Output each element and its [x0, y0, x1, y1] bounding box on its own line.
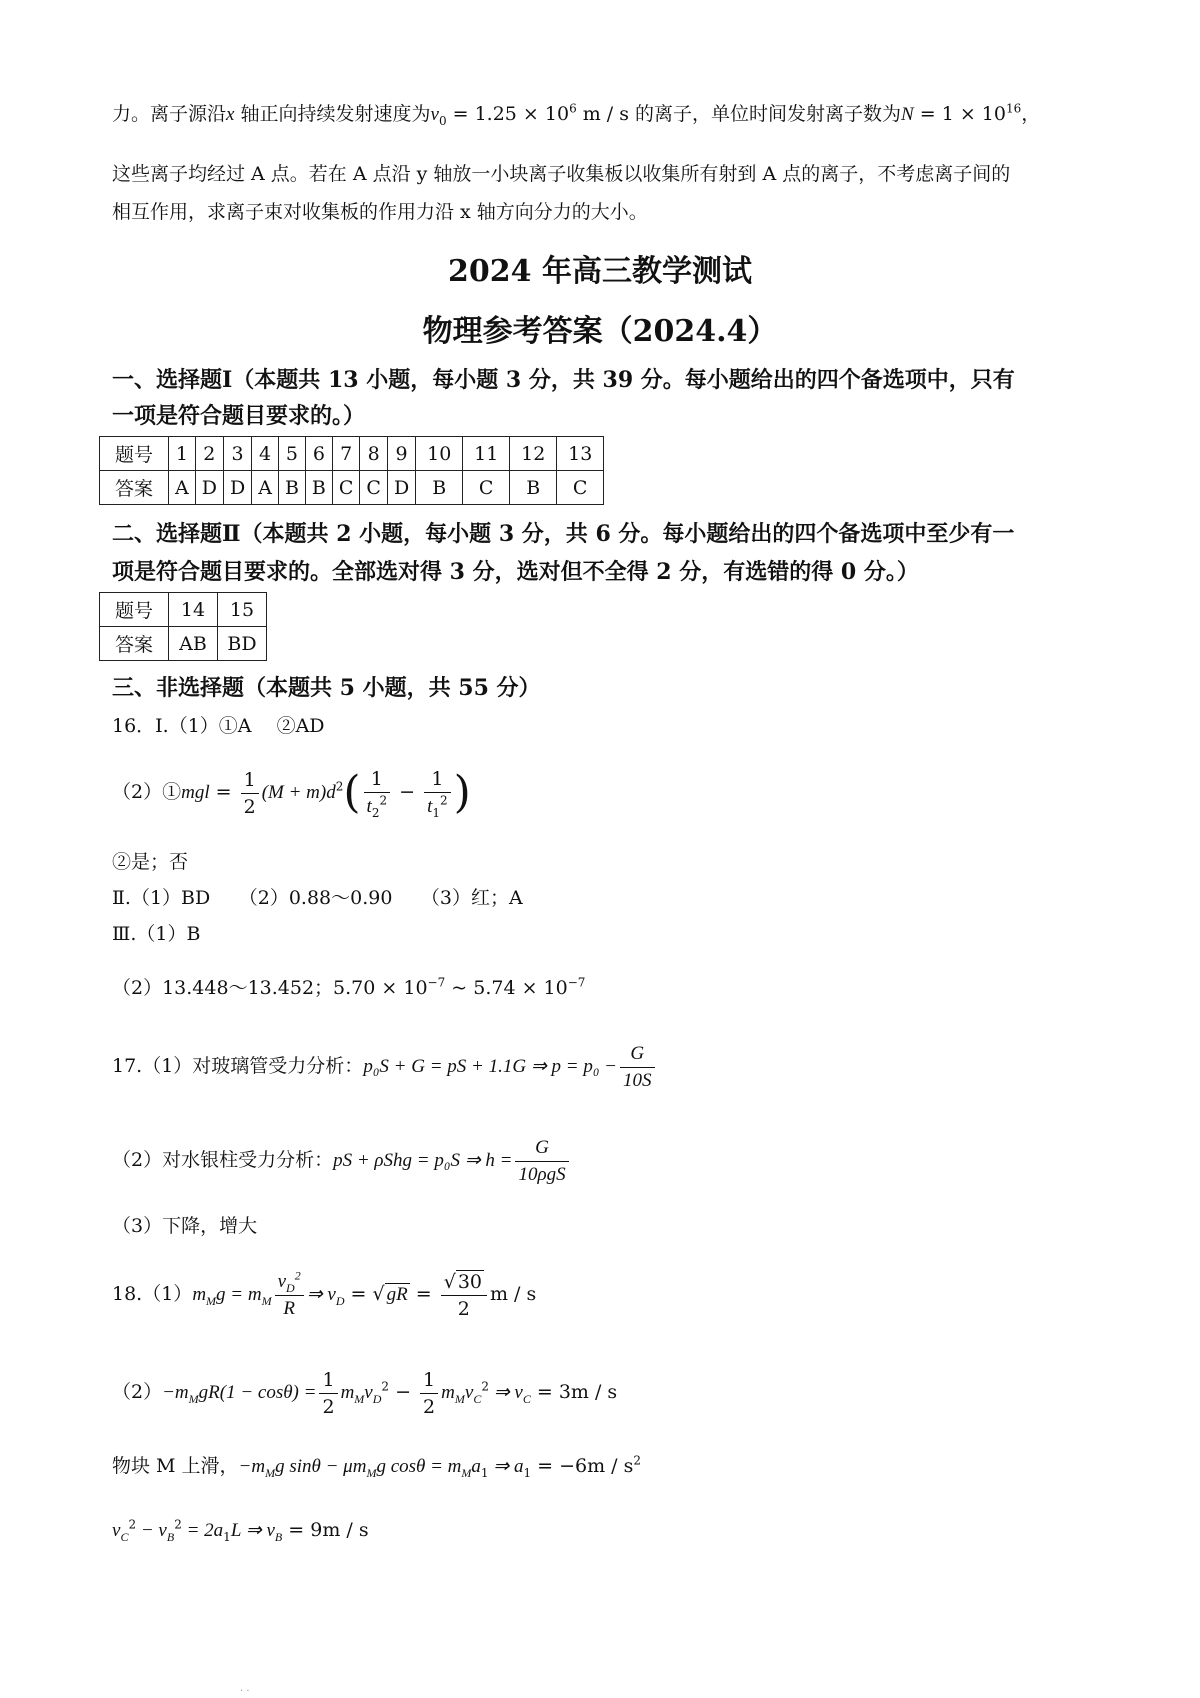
section2-heading-1: 二、选择题Ⅱ（本题共 2 小题，每小题 3 分，共 6 分。每小题给出的四个备选项中至少有一 [112, 521, 1015, 547]
table-cell: 12 [510, 437, 557, 471]
sub: 1 [480, 1465, 489, 1480]
text: ~ 5.74 × 10 [445, 977, 568, 999]
intro-line-1 [112, 100, 1040, 129]
sup: 6 [569, 101, 577, 116]
sup: 2 [440, 793, 448, 808]
text: = 3m / s [530, 1381, 618, 1403]
sup: −7 [567, 975, 586, 990]
text: （2）① [112, 781, 182, 803]
row-label: 题号 [100, 437, 169, 471]
text: m / s 的离子，单位时间发射离子数为 [576, 103, 902, 125]
denominator [424, 793, 451, 820]
q16-line-6 [112, 974, 585, 1002]
fraction [620, 1041, 655, 1094]
sub: 1 [432, 805, 441, 820]
row-label: 答案 [100, 471, 169, 505]
table-row [100, 437, 604, 471]
sup: 2 [335, 779, 344, 794]
var: m [441, 1382, 455, 1403]
sub: C [473, 1391, 482, 1406]
sub: B [166, 1529, 175, 1544]
sub: M [265, 1465, 276, 1480]
var: x [226, 104, 235, 125]
text: （2）对水银柱受力分析： [112, 1149, 334, 1171]
var: gR(1 − cosθ) = [198, 1382, 317, 1403]
var: m [192, 1284, 207, 1305]
text: = [209, 781, 238, 803]
sub: M [366, 1465, 377, 1480]
var: g = m [216, 1284, 262, 1305]
text: = 9m / s [282, 1519, 369, 1541]
sub: M [206, 1293, 217, 1308]
table-cell: BD [218, 627, 267, 661]
q16-line-2 [112, 762, 471, 823]
text: （2） [112, 1381, 163, 1403]
sub: M [354, 1391, 365, 1406]
numerator: 1 [420, 1367, 438, 1394]
sub: B [274, 1529, 283, 1544]
table-cell: C [332, 471, 360, 505]
section1-heading-1: 一、选择题Ⅰ（本题共 13 小题，每小题 3 分，共 39 分。每小题给出的四个备选项中，只有 [112, 367, 1015, 393]
table-row [100, 627, 267, 661]
table-cell: 3 [223, 437, 251, 471]
var: t [366, 796, 372, 817]
text: = 1.25 × 10 [446, 103, 570, 125]
var: v [277, 1270, 287, 1292]
text: − [393, 781, 422, 803]
table-cell: B [416, 471, 463, 505]
q16-line-1: 16．Ⅰ.（1）①A ②AD [112, 715, 325, 737]
denominator: 10ρgS [518, 1163, 566, 1185]
sub: D [335, 1293, 345, 1308]
q16-line-5: Ⅲ.（1）B [112, 923, 201, 945]
unit: m / s [490, 1283, 537, 1305]
table-cell: 8 [360, 437, 388, 471]
equation: pS + ρShg = p₀S ⇒ h = [333, 1150, 513, 1171]
table-cell: D [195, 471, 223, 505]
fraction [441, 1269, 487, 1322]
table-cell: D [387, 471, 415, 505]
numerator: √ 30 [441, 1269, 487, 1296]
fraction [420, 1367, 438, 1420]
text: 17.（1）对玻璃管受力分析： [112, 1055, 364, 1077]
denominator: 2 [423, 1395, 436, 1418]
var: v [430, 104, 439, 125]
q18-line-1: $18.(1)m_Mg = m_M$ $\frac{v_D^2}{R}$ ⇒ $v_D$ = √ gR = $\frac{√ 30}{2}$ m / s [112, 1268, 537, 1320]
table-cell: 10 [416, 437, 463, 471]
q17-line-3: （3）下降，增大 [112, 1215, 258, 1237]
q17-line-2 [112, 1130, 572, 1191]
text: = [344, 1283, 373, 1305]
sub: M [461, 1465, 472, 1480]
fraction [241, 767, 259, 820]
text: = [409, 1283, 438, 1305]
text: 物块 M 上滑， [112, 1455, 239, 1477]
fraction [275, 1269, 304, 1322]
table-cell: B [278, 471, 305, 505]
denominator: 10S [623, 1069, 652, 1091]
var: ⇒ v [306, 1284, 336, 1305]
table-cell: 4 [252, 437, 279, 471]
numerator: 1 [319, 1367, 337, 1394]
table-cell: 14 [169, 593, 218, 627]
var: −m [238, 1456, 266, 1477]
sub: M [188, 1391, 199, 1406]
sup: 2 [481, 1379, 489, 1394]
numerator: 1 [424, 766, 451, 793]
table-row [100, 471, 604, 505]
text: = −6m / s [531, 1455, 634, 1477]
sup: 2 [294, 1268, 301, 1283]
section2-answer-table [99, 592, 267, 661]
denominator: R [283, 1297, 295, 1319]
text: ， [1021, 103, 1041, 125]
section1-answer-table [99, 436, 604, 505]
table-cell: 11 [463, 437, 510, 471]
table-cell: 13 [557, 437, 604, 471]
table-cell: B [510, 471, 557, 505]
var: t [427, 796, 433, 817]
page-subtitle: 物理参考答案（2024.4） [422, 314, 778, 349]
var: mgl [181, 782, 210, 803]
table-row [100, 593, 267, 627]
text: 力。离子源沿 [112, 103, 227, 125]
var: ⇒ a [488, 1456, 524, 1477]
var: g cosθ = m [376, 1456, 462, 1477]
paren: ( [343, 767, 361, 818]
sub: C [522, 1391, 531, 1406]
sup: 2 [174, 1517, 182, 1532]
sub: M [454, 1391, 465, 1406]
denominator [364, 793, 391, 820]
sub: D [286, 1280, 295, 1295]
var: a [471, 1456, 481, 1477]
q16-line-4: Ⅱ.（1）BD （2）0.88～0.90 （3）红；A [112, 887, 523, 909]
sup: 16 [1005, 101, 1022, 116]
sub: 1 [223, 1529, 231, 1544]
sub: C [120, 1529, 129, 1544]
numerator: G [620, 1041, 655, 1068]
q18-line-3 [112, 1452, 641, 1481]
sub: 1 [523, 1465, 532, 1480]
paren: ) [453, 767, 471, 818]
var: = 2a [181, 1520, 224, 1541]
var: m [340, 1382, 355, 1403]
sub: 2 [371, 805, 380, 820]
q17-line-1 [112, 1036, 658, 1097]
q18-line-4 [112, 1516, 369, 1545]
sup: 2 [128, 1517, 137, 1532]
table-cell: C [360, 471, 388, 505]
sqrt: 30 [457, 1270, 482, 1293]
sub: 0 [438, 113, 447, 128]
denominator: 2 [243, 795, 256, 818]
table-cell: 1 [169, 437, 196, 471]
var: ⇒ v [488, 1382, 523, 1403]
var: N [901, 104, 914, 125]
table-cell: 15 [218, 593, 267, 627]
text: 轴正向持续发射速度为 [234, 103, 431, 125]
var: −m [162, 1382, 189, 1403]
row-label: 答案 [100, 627, 169, 661]
numerator: 1 [241, 767, 259, 794]
text: （2）13.448～13.452；5.70 × 10 [112, 977, 428, 999]
var: (M + m) [261, 782, 327, 803]
sqrt: gR [386, 1284, 408, 1305]
numerator [275, 1269, 304, 1296]
equation: p₀S + G = pS + 1.1G ⇒ p = p₀ − [363, 1056, 617, 1077]
section1-heading-2: 一项是符合题目要求的。） [112, 403, 366, 429]
denominator: 2 [322, 1395, 335, 1418]
table-cell: 2 [195, 437, 223, 471]
text: 18.（1） [112, 1283, 193, 1305]
fraction [424, 766, 451, 820]
table-cell: 7 [332, 437, 360, 471]
table-cell: D [223, 471, 251, 505]
denominator: 2 [457, 1297, 470, 1320]
table-cell: 9 [387, 437, 415, 471]
section3-heading: 三、非选择题（本题共 5 小题，共 55 分） [112, 675, 541, 701]
var: − v [136, 1520, 167, 1541]
table-cell: A [252, 471, 279, 505]
var: d [326, 782, 336, 803]
q16-line-3: ②是；否 [112, 851, 189, 873]
fraction [319, 1367, 337, 1420]
var: L ⇒ v [230, 1520, 275, 1541]
table-cell: B [305, 471, 332, 505]
table-cell: A [169, 471, 196, 505]
table-cell: AB [169, 627, 218, 661]
table-cell: 5 [278, 437, 305, 471]
table-cell: 6 [305, 437, 332, 471]
var: v [112, 1520, 121, 1541]
table-cell: C [557, 471, 604, 505]
q18-line-2 [112, 1360, 617, 1425]
sup: 2 [379, 793, 388, 808]
page-title: 2024 年高三教学测试 [448, 254, 752, 289]
var: v [464, 1382, 474, 1403]
intro-line-2: 这些离子均经过 A 点。若在 A 点沿 y 轴放一小块离子收集板以收集所有射到 A 点的离子，不考虑离子间的 [112, 163, 1011, 185]
sup: −7 [427, 975, 446, 990]
intro-line-3: 相互作用，求离子束对收集板的作用力沿 x 轴方向分力的大小。 [112, 201, 648, 223]
fraction [364, 766, 391, 820]
var: v [364, 1382, 373, 1403]
sup: 2 [633, 1453, 641, 1468]
sub: D [372, 1391, 382, 1406]
fraction [515, 1135, 568, 1188]
numerator: 1 [364, 766, 391, 793]
page-footer-dots: · · [240, 1686, 250, 1697]
sub: M [261, 1293, 272, 1308]
var: g sinθ − μm [275, 1456, 367, 1477]
sup: 2 [381, 1379, 390, 1394]
text: = 1 × 10 [913, 103, 1006, 125]
numerator: G [515, 1135, 568, 1162]
row-label: 题号 [100, 593, 169, 627]
table-cell: C [463, 471, 510, 505]
text: − [389, 1381, 418, 1403]
section2-heading-2: 项是符合题目要求的。全部选对得 3 分，选对但不全得 2 分，有选错的得 0 分。） [112, 559, 919, 585]
